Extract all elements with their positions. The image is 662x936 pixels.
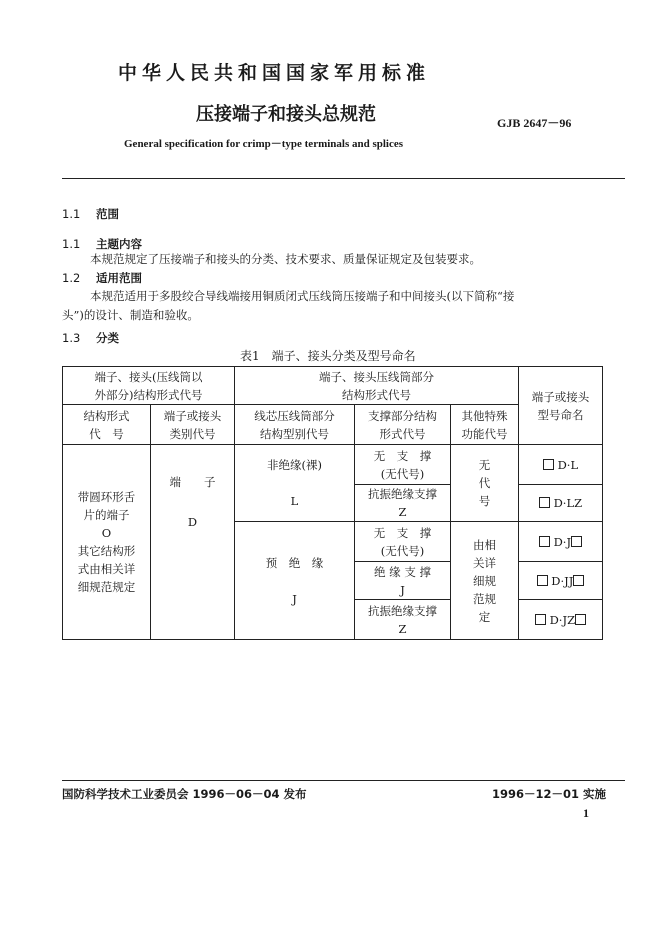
- section-1-2-heading: [62, 270, 142, 286]
- placeholder-box: [539, 536, 550, 547]
- section-1-heading: [62, 206, 119, 222]
- header-outer-structure: 端子、接头(压线筒以 外部分)结构形式代号: [63, 367, 235, 405]
- model-code: D·JJ: [551, 573, 574, 588]
- cell-core-noninsulated: 非绝缘(裸) L: [235, 445, 355, 522]
- header-category-code: 端子或接头 类别代号: [151, 405, 235, 445]
- issuer-text: 国防科学技术工业委员会 1996－06－04 发布: [62, 787, 307, 801]
- placeholder-box: [543, 459, 554, 470]
- model-code: D·L: [557, 457, 579, 472]
- header-support-code: 支撑部分结构 形式代号: [355, 405, 451, 445]
- category-code: D: [187, 515, 198, 529]
- cell-support-vibration-1: 抗振绝缘支撑 Z: [355, 485, 451, 522]
- english-title: General specification for crimp－type terminals and splices: [124, 138, 404, 150]
- section-1-1-text: 本规范规定了压接端子和接头的分类、技术要求、质量保证规定及包装要求。: [90, 252, 481, 266]
- header-core-barrel-code: 线芯压线筒部分 结构型别代号: [235, 405, 355, 445]
- cell-special-detail: 由相 关详 细规 范规 定: [451, 522, 519, 640]
- header-model-naming: 端子或接头 型号命名: [519, 367, 603, 445]
- standard-header: 中华人民共和国国家军用标准: [118, 62, 431, 84]
- classification-table: [62, 366, 603, 640]
- header-divider: [62, 178, 625, 179]
- header-structure-code: 结构形式 代 号: [63, 405, 151, 445]
- header-crimp-barrel: 端子、接头压线筒部分 结构形式代号: [235, 367, 519, 405]
- section-title: 主题内容: [96, 237, 142, 251]
- model-code: D·LZ: [553, 496, 583, 510]
- standard-number: GJB 2647－96: [497, 116, 572, 130]
- section-number: 1.1: [62, 237, 81, 251]
- section-number: 1.3: [62, 331, 81, 345]
- section-1-2-text-line2: 头”)的设计、制造和验收。: [62, 308, 199, 322]
- effective-date: 1996－12－01 实施: [492, 787, 607, 801]
- cell-category: [151, 445, 235, 640]
- section-1-2-text-line1: 本规范适用于多股绞合导线端接用铜质闭式压线筒压接端子和中间接头(以下简称“接: [90, 289, 515, 303]
- section-title: 适用范围: [96, 271, 142, 285]
- placeholder-box: [571, 536, 582, 547]
- section-number: 1.2: [62, 271, 81, 285]
- placeholder-box: [539, 497, 550, 508]
- placeholder-box: [535, 614, 546, 625]
- placeholder-box: [537, 575, 548, 586]
- header-special-code: 其他特殊 功能代号: [451, 405, 519, 445]
- cell-support-none-2: 无 支 撑 (无代号): [355, 522, 451, 562]
- section-1-3-heading: [62, 330, 119, 346]
- cell-model-5: [519, 600, 603, 640]
- cell-model-2: [519, 485, 603, 522]
- category-terminal: 端 子: [169, 475, 216, 489]
- cell-special-none: 无 代 号: [451, 445, 519, 522]
- cell-support-none-1: 无 支 撑 (无代号): [355, 445, 451, 485]
- cell-support-vibration-2: 抗振绝缘支撑 Z: [355, 600, 451, 640]
- placeholder-box: [575, 614, 586, 625]
- table-caption: 表1 端子、接头分类及型号命名: [240, 349, 416, 363]
- model-code: D·JZ: [549, 612, 576, 627]
- cell-model-4: [519, 562, 603, 600]
- cell-structure-description: 带圆环形舌 片的端子 O 其它结构形 式由相关详 细规范规定: [63, 445, 151, 640]
- page-number: 1: [583, 806, 589, 820]
- placeholder-box: [573, 575, 584, 586]
- cell-support-insulated: 绝 缘 支 撑 J: [355, 562, 451, 600]
- cell-core-preinsulated: 预 绝 缘 J: [235, 522, 355, 640]
- section-title: 分类: [96, 331, 119, 345]
- document-title: 压接端子和接头总规范: [196, 104, 376, 125]
- section-number: 1.1: [62, 207, 81, 221]
- footer-divider: [62, 780, 625, 781]
- section-title: 范围: [96, 207, 119, 221]
- cell-model-3: [519, 522, 603, 562]
- model-code: D·J: [553, 534, 572, 549]
- cell-model-1: [519, 445, 603, 485]
